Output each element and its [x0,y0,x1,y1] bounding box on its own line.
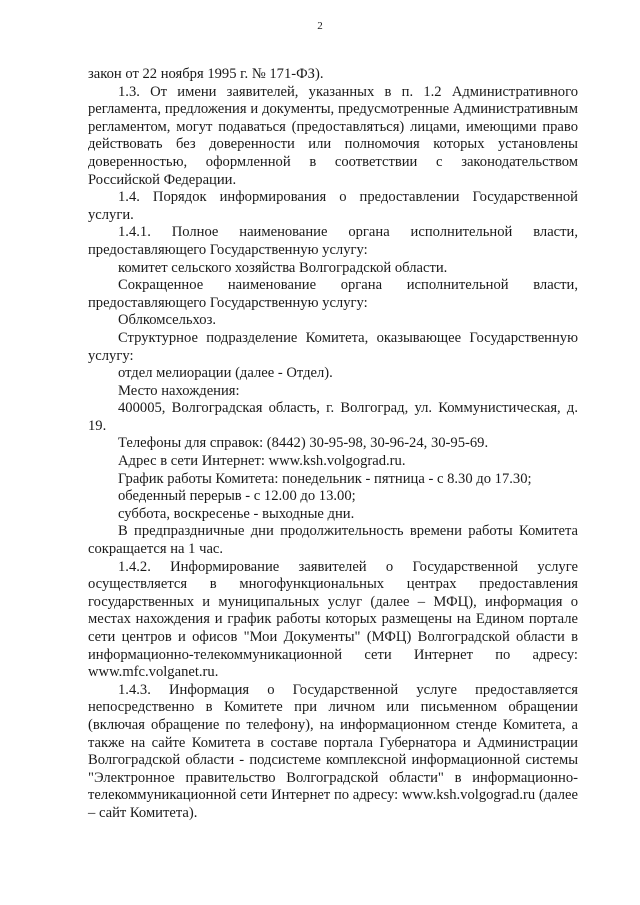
pre-holiday-note: В предпраздничные дни продолжительность времени работы Комитета сокращается на 1 час. [88,523,578,558]
division-name: отдел мелиорации (далее - Отдел). [118,365,333,382]
division-heading: Структурное подразделение Комитета, оказывающее Государственную услугу: [88,329,578,364]
work-schedule: График работы Комитета: понедельник - пятница - с 8.30 до 17.30; [118,470,532,487]
paragraph-1-4-1: 1.4.1. Полное наименование органа исполнительной власти, предоставляющего Государственную услугу: [88,224,578,258]
paragraph-1-4-3: 1.4.3. Информация о Государственной услуге предоставляется непосредственно в Комитете при личном или письменном обращении (включая обращение по телефону), на информационном стенде Комитета, а также на сайте Комитета в составе портала Губернатора и Администрации Волгоградской области - подсистеме комплексной информационной системы "Электронное правительство Волгоградской области" в информационно-телекоммуникационной сети Интернет по адресу: www.ksh.volgograd.ru (далее – сайт Комитета). [88,681,578,821]
lunch-break: обеденный перерыв - с 12.00 до 13.00; [118,488,356,505]
short-agency-name: Облкомсельхоз. [118,312,217,329]
address: 400005, Волгоградская область, г. Волгоград, ул. Коммунистическая, д. 19. [88,400,578,434]
paragraph-1-4: 1.4. Порядок информирования о предоставлении Государственной услуги. [88,189,578,223]
short-name-heading: Сокращенное наименование органа исполнительной власти, предоставляющего Государственную услугу: [88,277,578,311]
paragraph-1-4-2: 1.4.2. Информирование заявителей о Государственной услуге осуществляется в многофункциональных центрах предоставления государственных и муниципальных услуг (далее – МФЦ), информация о местах нахождения и график работы которых размещены на Едином портале сети центров и офисов "Мои Документы" (МФЦ) Волгоградской области в информационно-телекоммуникационной сети Интернет по адресу: www.mfc.volganet.ru. [88,558,578,681]
phones: Телефоны для справок: (8442) 30-95-98, 30-96-24, 30-95-69. [118,435,489,452]
website: Адрес в сети Интернет: www.ksh.volgograd.ru. [118,453,406,470]
full-agency-name: комитет сельского хозяйства Волгоградской области. [118,259,448,276]
page-number: 2 [317,20,323,32]
paragraph-1-3: 1.3. От имени заявителей, указанных в п. 1.2 Административного регламента, предложения и документы, предусмотренные Административным регламентом, могут подаваться (предоставляться) лицами, имеющими право действовать без доверенности или полномочия которых установлены доверенностью, оформленной в соответствии с законодательством Российской Федерации. [88,83,578,188]
location-heading: Место нахождения: [118,382,240,399]
weekend-days: суббота, воскресенье - выходные дни. [118,505,355,522]
document-body [88,66,578,823]
paragraph-law-reference: закон от 22 ноября 1995 г. № 171-ФЗ). [88,66,324,82]
